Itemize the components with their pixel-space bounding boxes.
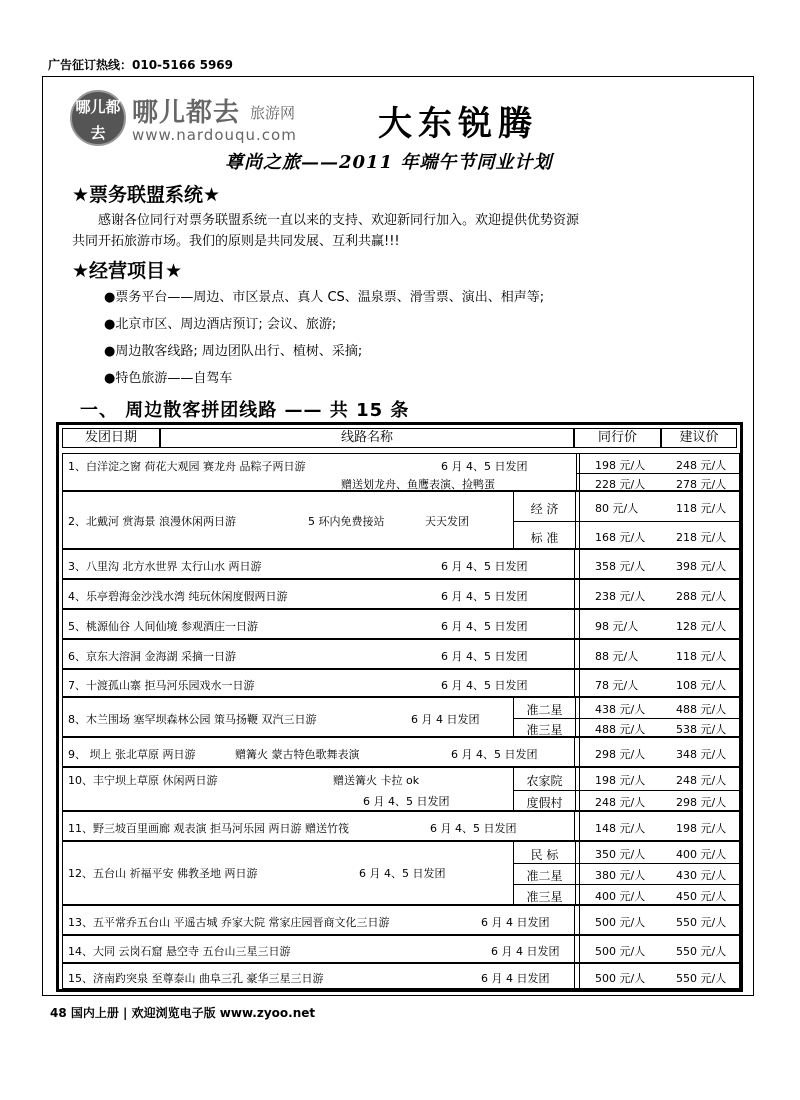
peer-price: 350 元/人: [595, 847, 646, 861]
table-row: [62, 579, 737, 609]
header-date: 发团日期: [62, 428, 160, 448]
peer-price: 500 元/人: [595, 916, 646, 929]
peer-price: 238 元/人: [595, 590, 646, 603]
route-date-note: 6 月 4、5 日发团: [441, 590, 528, 603]
route-extra-note: 天天发团: [425, 515, 469, 528]
price-tier-label: 准三星: [526, 723, 563, 737]
table-row: [62, 767, 737, 811]
route-name: 8、木兰围场 塞罕坝森林公园 策马扬鞭 双汽三日游: [68, 713, 317, 726]
route-extra-note: 6 月 4、5 日发团: [451, 748, 538, 761]
suggested-price: 430 元/人: [676, 868, 727, 882]
route-date-note: 6 月 4、5 日发团: [430, 822, 517, 835]
price-box: [574, 609, 740, 639]
route-date-note: 6 月 4 日发团: [411, 713, 480, 726]
route-name: 9、 坝上 张北草原 两日游: [68, 748, 196, 761]
table-row: [62, 737, 737, 767]
list-item: ●周边散客线路; 周边团队出行、植树、采摘;: [104, 344, 363, 359]
route-name: 1、白洋淀之窗 荷花大观园 赛龙舟 品粽子两日游: [68, 460, 306, 473]
table-row: [62, 491, 737, 549]
route-name: 2、北戴河 赏海景 浪漫休闲两日游: [68, 515, 236, 528]
header-peer-price: 同行价: [574, 428, 661, 448]
header-suggested-price: 建议价: [661, 428, 737, 448]
table-row: [62, 609, 737, 639]
route-date-note: 6 月 4、5 日发团: [441, 679, 528, 692]
route-date-note: 6 月 4、5 日发团: [441, 560, 528, 573]
logo-subtext: 旅游网: [250, 104, 296, 122]
suggested-price: 218 元/人: [676, 530, 727, 544]
suggested-price: 488 元/人: [676, 703, 727, 716]
table-row: [62, 935, 737, 963]
peer-price: 488 元/人: [595, 723, 646, 736]
price-box: [513, 697, 740, 737]
peer-price: 168 元/人: [595, 530, 646, 544]
price-tier-label: 标 准: [530, 530, 559, 545]
table-row: [62, 811, 737, 841]
route-date-note: 6 月 4、5 日发团: [441, 650, 528, 663]
peer-price: 248 元/人: [595, 796, 646, 809]
table-row: [62, 639, 737, 669]
header-route: 线路名称: [160, 428, 574, 448]
peer-price: 228 元/人: [595, 477, 646, 491]
section-title-business: ★经营项目★: [72, 260, 183, 282]
price-box: [574, 811, 740, 841]
suggested-price: 298 元/人: [676, 796, 727, 809]
suggested-price: 550 元/人: [676, 945, 727, 958]
peer-price: 198 元/人: [595, 774, 646, 787]
route-date-note: 5 环内免费接站: [308, 515, 385, 528]
price-box: [513, 841, 740, 905]
page-subtitle: 尊尚之旅——2011 年端午节同业计划: [225, 152, 553, 173]
suggested-price: 198 元/人: [676, 822, 727, 835]
suggested-price: 248 元/人: [676, 774, 727, 787]
section-intro-paragraph: [72, 210, 672, 252]
suggested-price: 278 元/人: [676, 477, 727, 491]
table-row: [62, 549, 737, 579]
price-box: [574, 935, 740, 963]
suggested-price: 108 元/人: [676, 679, 727, 692]
route-name: 6、京东大溶洞 金海湖 采摘一日游: [68, 650, 236, 663]
suggested-price: 288 元/人: [676, 590, 727, 603]
intro-line-2: 共同开拓旅游市场。我们的原则是共同发展、互利共赢!!!: [72, 234, 400, 249]
price-box: [574, 639, 740, 669]
brand-title: 大东锐腾: [378, 104, 538, 144]
route-name: 12、五台山 祈福平安 佛教圣地 两日游: [68, 867, 258, 880]
route-name: 14、大同 云岗石窟 悬空寺 五台山三星三日游: [68, 945, 291, 958]
peer-price: 380 元/人: [595, 868, 646, 882]
route-date-note: 6 月 4 日发团: [481, 916, 550, 929]
table-row: [62, 963, 737, 989]
suggested-price: 538 元/人: [676, 723, 727, 736]
list-item: ●票务平台——周边、市区景点、真人 CS、温泉票、滑雪票、演出、相声等;: [104, 290, 545, 305]
price-box: [574, 737, 740, 767]
list-item: ●特色旅游——自驾车: [104, 371, 233, 386]
price-box: [574, 579, 740, 609]
price-tier-label: 度假村: [526, 796, 563, 810]
table-row: [62, 453, 737, 491]
suggested-price: 398 元/人: [676, 560, 727, 573]
route-date-note: 赠送篝火 卡拉 ok: [333, 774, 420, 787]
peer-price: 148 元/人: [595, 822, 646, 835]
suggested-price: 450 元/人: [676, 889, 727, 903]
table-row: [62, 841, 737, 905]
route-date-note: 6 月 4 日发团: [491, 945, 560, 958]
route-date-note: 赠篝火 蒙古特色歌舞表演: [235, 748, 360, 761]
suggested-price: 550 元/人: [676, 916, 727, 929]
route-date-note: 6 月 4、5 日发团: [441, 620, 528, 633]
page-footer: 48 国内上册 | 欢迎浏览电子版 www.zyoo.net: [50, 1006, 316, 1020]
price-box: [574, 549, 740, 579]
peer-price: 500 元/人: [595, 972, 646, 985]
suggested-price: 400 元/人: [676, 847, 727, 861]
routes-table: [56, 422, 743, 992]
section-title-ticketing: ★票务联盟系统★: [72, 184, 221, 206]
suggested-price: 118 元/人: [676, 650, 727, 663]
peer-price: 80 元/人: [595, 501, 639, 515]
suggested-price: 128 元/人: [676, 620, 727, 633]
table-row: [62, 669, 737, 697]
peer-price: 400 元/人: [595, 889, 646, 903]
logo-text: 哪儿都去: [132, 98, 241, 128]
route-name: 4、乐亭碧海金沙浅水湾 纯玩休闲度假两日游: [68, 590, 288, 603]
route-name: 15、济南趵突泉 至尊泰山 曲阜三孔 豪华三星三日游: [68, 972, 324, 985]
route-date-note: 6 月 4、5 日发团: [359, 867, 446, 880]
peer-price: 198 元/人: [595, 458, 646, 472]
price-box: [574, 905, 740, 935]
route-name: 13、五平常乔五台山 平遥古城 乔家大院 常家庄园晋商文化三日游: [68, 916, 390, 929]
route-extra-note: 赠送划龙舟、鱼鹰表演、捡鸭蛋: [341, 478, 495, 491]
table-row: [62, 697, 737, 737]
route-extra-note: 6 月 4、5 日发团: [363, 795, 450, 808]
route-name: 3、八里沟 北方水世界 太行山水 两日游: [68, 560, 262, 573]
business-list: [104, 284, 544, 392]
price-box: [574, 669, 740, 697]
peer-price: 98 元/人: [595, 620, 639, 633]
ad-hotline: 广告征订热线：010-5166 5969: [48, 58, 234, 72]
peer-price: 78 元/人: [595, 679, 639, 692]
suggested-price: 118 元/人: [676, 501, 727, 515]
route-date-note: 6 月 4、5 日发团: [441, 460, 528, 473]
table-row: [62, 905, 737, 935]
price-box: [574, 963, 740, 989]
peer-price: 358 元/人: [595, 560, 646, 573]
route-date-note: 6 月 4 日发团: [481, 972, 550, 985]
logo-badge-icon: 哪儿都去: [70, 90, 126, 146]
price-tier-label: 准二星: [526, 703, 563, 717]
route-name: 11、野三坡百里画廊 观表演 拒马河乐园 两日游 赠送竹筏: [68, 822, 349, 835]
price-tier-label: 准二星: [526, 868, 563, 883]
price-tier-label: 经 济: [530, 501, 559, 516]
peer-price: 298 元/人: [595, 748, 646, 761]
price-box: [576, 453, 740, 491]
suggested-price: 348 元/人: [676, 748, 727, 761]
routes-heading: 一、 周边散客拼团线路 —— 共 15 条: [80, 400, 410, 421]
logo-url: www.nardouqu.com: [132, 126, 297, 144]
peer-price: 500 元/人: [595, 945, 646, 958]
price-tier-label: 准三星: [526, 889, 563, 904]
route-name: 10、丰宁坝上草原 休闲两日游: [68, 774, 218, 787]
suggested-price: 248 元/人: [676, 458, 727, 472]
peer-price: 438 元/人: [595, 703, 646, 716]
route-name: 7、十渡孤山寨 拒马河乐园戏水一日游: [68, 679, 255, 692]
price-box: [513, 491, 740, 549]
intro-line-1: 感谢各位同行对票务联盟系统一直以来的支持、欢迎新同行加入。欢迎提供优势资源: [98, 213, 580, 228]
price-tier-label: 农家院: [526, 774, 563, 788]
peer-price: 88 元/人: [595, 650, 639, 663]
list-item: ●北京市区、周边酒店预订; 会议、旅游;: [104, 317, 337, 332]
price-box: [513, 767, 740, 811]
suggested-price: 550 元/人: [676, 972, 727, 985]
price-tier-label: 民 标: [530, 847, 559, 862]
route-name: 5、桃源仙谷 人间仙境 参观酒庄一日游: [68, 620, 258, 633]
